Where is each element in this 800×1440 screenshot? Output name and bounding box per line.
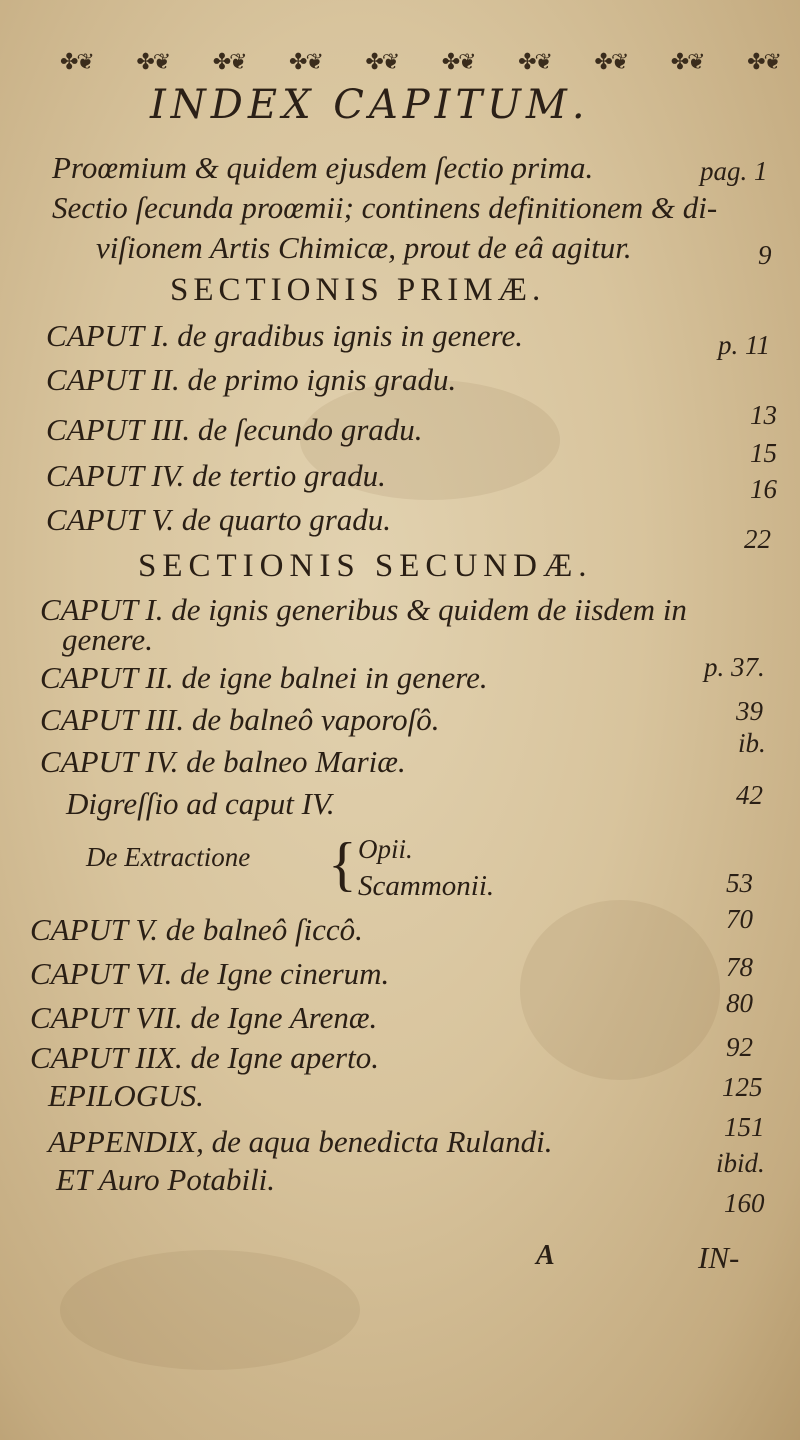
entry-label: CAPUT I. de ignis generibus & quidem de iisdem in [40,592,687,627]
entry-label: viſionem Artis Chimicæ, prout de eâ agitur. [96,230,632,265]
entry-label: Scammonii. [358,870,495,902]
ornament-glyph: ✤❦ [136,49,170,75]
entry-page: 15 [750,438,777,468]
entry-page: 80 [726,988,753,1018]
index-entry [0,952,800,992]
entry-label: CAPUT VI. de Igne cinerum. [30,956,390,991]
entry-page: ibid. [716,1148,765,1178]
index-entry [0,652,800,696]
entry-label: Digreſſio ad caput IV. [66,786,335,821]
entry-label: CAPUT V. de balneô ſiccô. [30,912,363,947]
page-title: INDEX CAPITUM. [150,82,590,128]
entry-page: 39 [736,696,763,726]
entry-label: EPILOGUS. [48,1078,204,1113]
page-footer [0,1240,800,1276]
index-entry [0,458,800,504]
entry-page: pag. 1 [700,156,768,186]
entry-label: Proœmium & quidem ejusdem ſectio prima. [52,150,594,185]
entry-label: CAPUT V. de quarto gradu. [46,502,392,537]
index-entry [0,988,800,1036]
ornament-glyph: ✤❦ [747,49,780,75]
entry-label: CAPUT IIX. de Igne aperto. [30,1040,379,1075]
entry-page: 125 [722,1072,763,1102]
section-heading: SECTIONIS PRIMÆ. [170,272,546,308]
entry-label: ET Auro Potabili. [56,1162,276,1197]
ornament-glyph: ✤❦ [670,49,704,75]
entry-page: 42 [736,780,763,810]
entry-page: 9 [758,240,772,270]
entry-label: De Extractione [86,842,251,872]
index-entry [0,696,800,738]
ornament-glyph: ✤❦ [60,49,93,75]
grouping-brace: { [328,831,357,897]
entry-page: 53 [726,868,753,898]
index-entry [0,728,800,780]
index-entry [0,150,800,186]
index-entry [0,780,800,822]
index-entry [0,870,800,906]
ornament-glyph: ✤❦ [594,49,628,75]
entry-page: 16 [750,474,777,504]
entry-page: p. 37. [704,652,765,682]
entry-label: CAPUT II. de igne balnei in genere. [40,660,488,695]
index-entry [0,230,800,270]
entry-page: 13 [750,400,777,430]
entry-label: CAPUT I. de gradibus ignis in genere. [46,318,524,353]
catchword: IN- [698,1240,740,1275]
entry-label: CAPUT IV. de tertio gradu. [46,458,386,493]
entry-label: CAPUT II. de primo ignis gradu. [46,362,457,397]
ornament-glyph: ✤❦ [518,49,551,75]
entry-label: Opii. [358,834,413,864]
index-entry [0,412,800,468]
index-entry [0,1032,800,1076]
entry-page: 22 [744,524,771,554]
entry-label: CAPUT III. de ſecundo gradu. [46,412,423,447]
entry-label: genere. [62,622,153,657]
ornament-glyph: ✤❦ [441,49,475,75]
entry-page: 160 [724,1188,765,1218]
index-entry [0,318,800,360]
entry-label: CAPUT III. de balneô vaporoſô. [40,702,440,737]
index-entry [0,190,800,226]
entry-page: 70 [726,904,753,934]
index-entry [0,1072,800,1114]
index-entry [0,1188,800,1224]
entry-label: CAPUT VII. de Igne Arenæ. [30,1000,378,1035]
entry-page: ib. [738,728,766,758]
ornament-glyph: ✤❦ [289,49,322,75]
entry-label: Sectio ſecunda proœmii; continens definitionem & di- [52,190,718,225]
entry-page: p. 11 [718,330,770,360]
entry-page: 151 [724,1112,765,1142]
entry-label: APPENDIX, de aqua benedicta Rulandi. [48,1124,553,1159]
entry-page: 92 [726,1032,753,1062]
signature-mark: A [536,1240,555,1271]
index-entry [0,1112,800,1160]
printers-ornament-band [60,42,780,82]
ornament-glyph: ✤❦ [212,49,246,75]
entry-page: 78 [726,952,753,982]
index-entry [0,502,800,554]
entry-label: CAPUT IV. de balneo Mariæ. [40,744,406,779]
ornament-glyph: ✤❦ [365,49,399,75]
section-heading: SECTIONIS SECUNDÆ. [138,548,593,584]
index-entry [0,622,800,658]
index-entry [0,904,800,948]
